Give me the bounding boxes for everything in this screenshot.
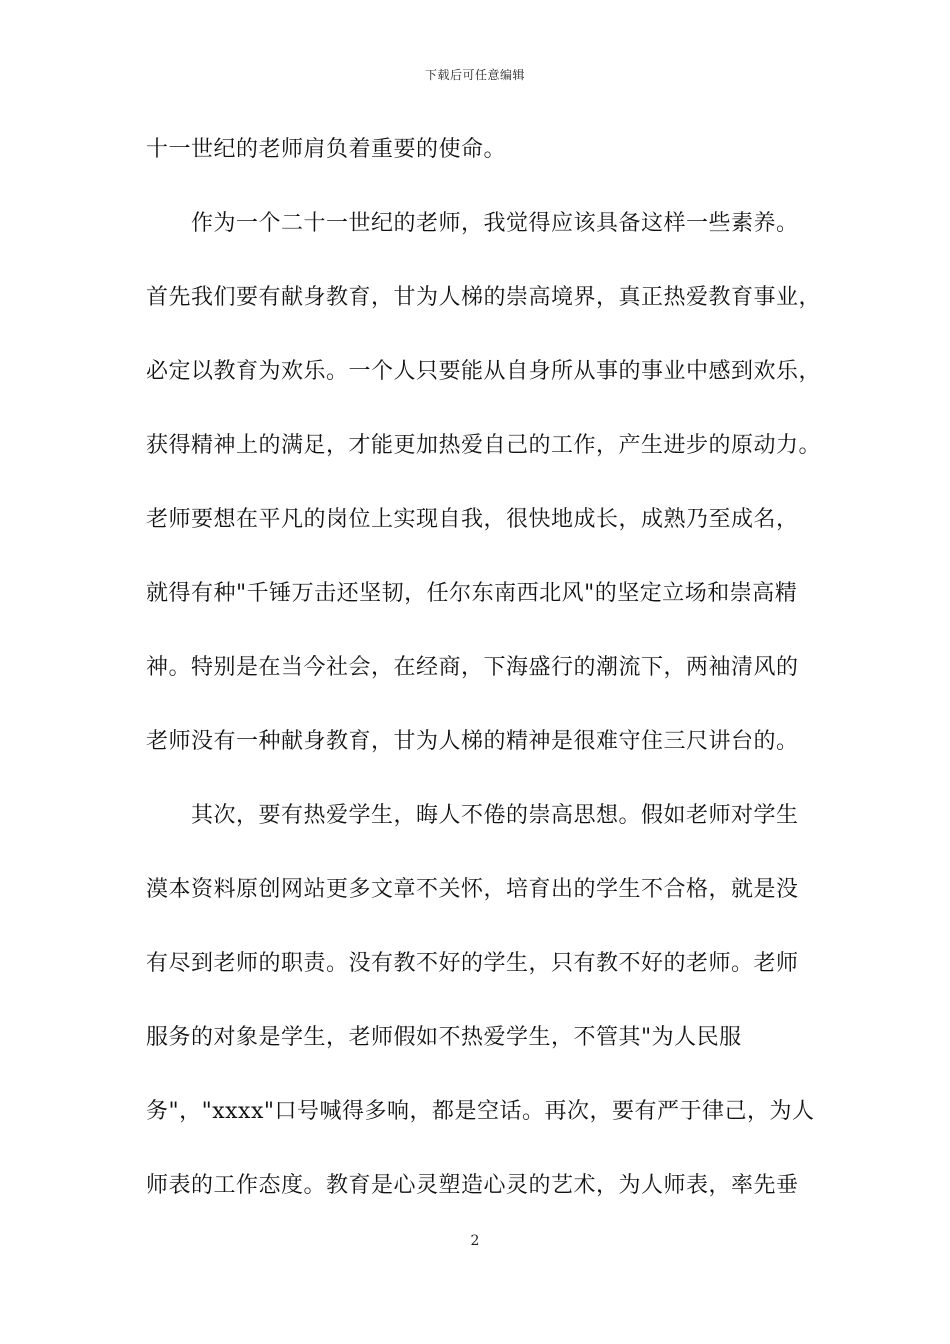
text-line: 十一世纪的老师肩负着重要的使命。 (146, 137, 507, 162)
text-line: 首先我们要有献身教育，甘为人梯的崇高境界，真正热爱教育事业， (146, 285, 822, 310)
text-line: 师表的工作态度。教育是心灵塑造心灵的艺术，为人师表，率先垂 (146, 1173, 799, 1198)
text-line: 老师没有一种献身教育，甘为人梯的精神是很难守住三尺讲台的。 (146, 729, 799, 754)
page-number: 2 (470, 1233, 480, 1249)
text-line: 神。特别是在当今社会，在经商，下海盛行的潮流下，两袖清风的 (146, 655, 799, 680)
text-line: 服务的对象是学生，老师假如不热爱学生，不管其"为人民服 (146, 1025, 742, 1050)
text-line: 漠本资料原创网站更多文章不关怀，培育出的学生不合格，就是没 (146, 877, 799, 902)
text-line: 必定以教育为欢乐。一个人只要能从自身所从事的事业中感到欢乐， (146, 359, 822, 384)
body-text (146, 128, 826, 1238)
text-line: 务"，"xxxx"口号喊得多响，都是空话。再次，要有严于律己，为人 (146, 1099, 815, 1124)
text-line: 有尽到老师的职责。没有教不好的学生，只有教不好的老师。老师 (146, 951, 799, 976)
page-header-note: 下载后可任意编辑 (424, 68, 525, 82)
text-line: 老师要想在平凡的岗位上实现自我，很快地成长，成熟乃至成名， (146, 507, 799, 532)
text-line: 就得有种"千锤万击还坚韧，任尔东南西北风"的坚定立场和崇高精 (146, 581, 798, 606)
text-line: 作为一个二十一世纪的老师，我觉得应该具备这样一些素养。 (146, 211, 799, 236)
text-line: 获得精神上的满足，才能更加热爱自己的工作，产生进步的原动力。 (146, 433, 822, 458)
text-line: 其次，要有热爱学生，晦人不倦的崇高思想。假如老师对学生 (146, 803, 799, 828)
